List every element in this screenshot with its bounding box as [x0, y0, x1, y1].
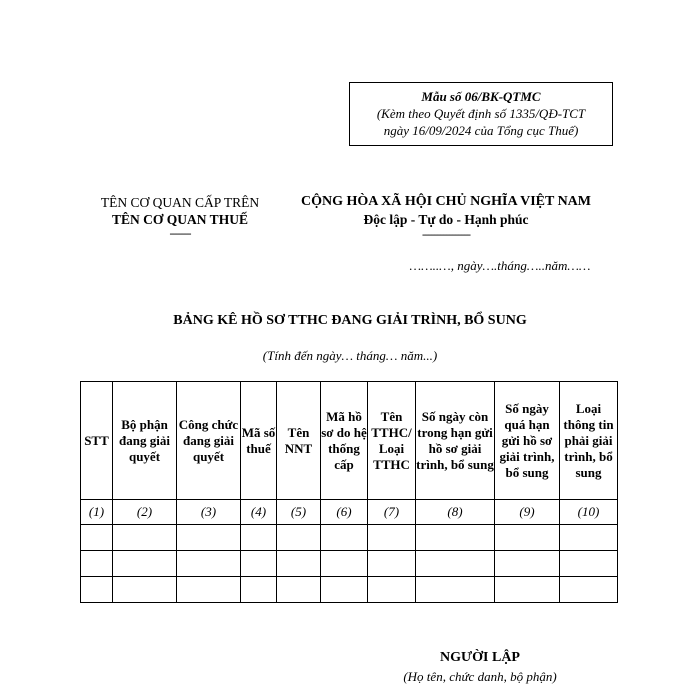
- col-header-procedure-name: Tên TTHC/ Loại TTHC: [368, 382, 416, 500]
- table-cell: [81, 525, 113, 551]
- agency-underline: -------: [169, 226, 191, 240]
- table-cell: [241, 577, 277, 603]
- column-number: (3): [177, 500, 241, 525]
- table-cell: [113, 525, 177, 551]
- col-header-stt: STT: [81, 382, 113, 500]
- table-cell: [241, 525, 277, 551]
- column-number: (1): [81, 500, 113, 525]
- table-cell: [321, 577, 368, 603]
- form-decision-date: ngày 16/09/2024 của Tổng cục Thuế): [383, 123, 579, 138]
- table-cell: [560, 577, 618, 603]
- table-cell: [560, 551, 618, 577]
- place-date-line: ……..…, ngày….tháng…..năm……: [409, 258, 591, 273]
- col-header-taxpayer-name: Tên NNT: [277, 382, 321, 500]
- table-cell: [495, 551, 560, 577]
- table-cell: [368, 525, 416, 551]
- column-number: (6): [321, 500, 368, 525]
- agency-header: [60, 194, 300, 238]
- col-header-days-overdue: Số ngày quá hạn gửi hồ sơ giải trình, bổ sung: [495, 382, 560, 500]
- form-decision-reference: (Kèm theo Quyết định số 1335/QĐ-TCT: [376, 106, 586, 121]
- column-number: (9): [495, 500, 560, 525]
- register-table: [80, 381, 618, 603]
- signer-note: (Họ tên, chức danh, bộ phận): [403, 669, 557, 684]
- col-header-officer: Công chức đang giải quyết: [177, 382, 241, 500]
- table-cell: [113, 551, 177, 577]
- table-cell: [321, 551, 368, 577]
- table-cell: [368, 577, 416, 603]
- column-number: (8): [416, 500, 495, 525]
- table-cell: [177, 525, 241, 551]
- table-cell: [495, 577, 560, 603]
- col-header-dossier-code: Mã hồ sơ do hệ thống cấp: [321, 382, 368, 500]
- tax-agency-name: TÊN CƠ QUAN THUẾ: [112, 212, 248, 227]
- blank-rows: [81, 525, 618, 603]
- table-cell: [277, 577, 321, 603]
- table-cell: [81, 551, 113, 577]
- signer-title: NGƯỜI LẬP: [440, 650, 520, 665]
- nation-underline: ----------------: [422, 227, 470, 241]
- col-header-department: Bộ phận đang giải quyết: [113, 382, 177, 500]
- nation-name: CỘNG HÒA XÃ HỘI CHỦ NGHĨA VIỆT NAM: [300, 194, 591, 209]
- table-cell: [113, 577, 177, 603]
- nation-motto: Độc lập - Tự do - Hạnh phúc: [363, 212, 529, 227]
- table-cell: [560, 525, 618, 551]
- table-cell: [416, 551, 495, 577]
- column-number: (7): [368, 500, 416, 525]
- table-cell: [277, 525, 321, 551]
- document-title: BẢNG KÊ HỒ SƠ TTHC ĐANG GIẢI TRÌNH, BỔ SUNG: [173, 313, 527, 328]
- table-row: [81, 525, 618, 551]
- national-header: [280, 193, 612, 239]
- table-row: [81, 551, 618, 577]
- column-number: (5): [277, 500, 321, 525]
- table-cell: [177, 577, 241, 603]
- parent-agency-name: TÊN CƠ QUAN CẤP TRÊN: [100, 195, 260, 210]
- table-cell: [416, 577, 495, 603]
- col-header-info-type: Loại thông tin phải giải trình, bổ sung: [560, 382, 618, 500]
- column-number: (4): [241, 500, 277, 525]
- table-cell: [321, 525, 368, 551]
- col-header-days-remaining: Số ngày còn trong hạn gửi hồ sơ giải trình, bổ sung: [416, 382, 495, 500]
- table-cell: [241, 551, 277, 577]
- table-cell: [81, 577, 113, 603]
- table-cell: [416, 525, 495, 551]
- table-cell: [368, 551, 416, 577]
- table-row: [81, 577, 618, 603]
- table-cell: [277, 551, 321, 577]
- col-header-tax-code: Mã số thuế: [241, 382, 277, 500]
- form-code-box: [349, 82, 613, 146]
- column-number: (2): [113, 500, 177, 525]
- column-number: (10): [560, 500, 618, 525]
- table-cell: [177, 551, 241, 577]
- document-subtitle: (Tính đến ngày… tháng… năm...): [262, 348, 438, 363]
- column-number-row: [81, 500, 618, 525]
- table-header-row: [81, 382, 618, 500]
- table-cell: [495, 525, 560, 551]
- form-code: Mẫu số 06/BK-QTMC: [421, 89, 541, 104]
